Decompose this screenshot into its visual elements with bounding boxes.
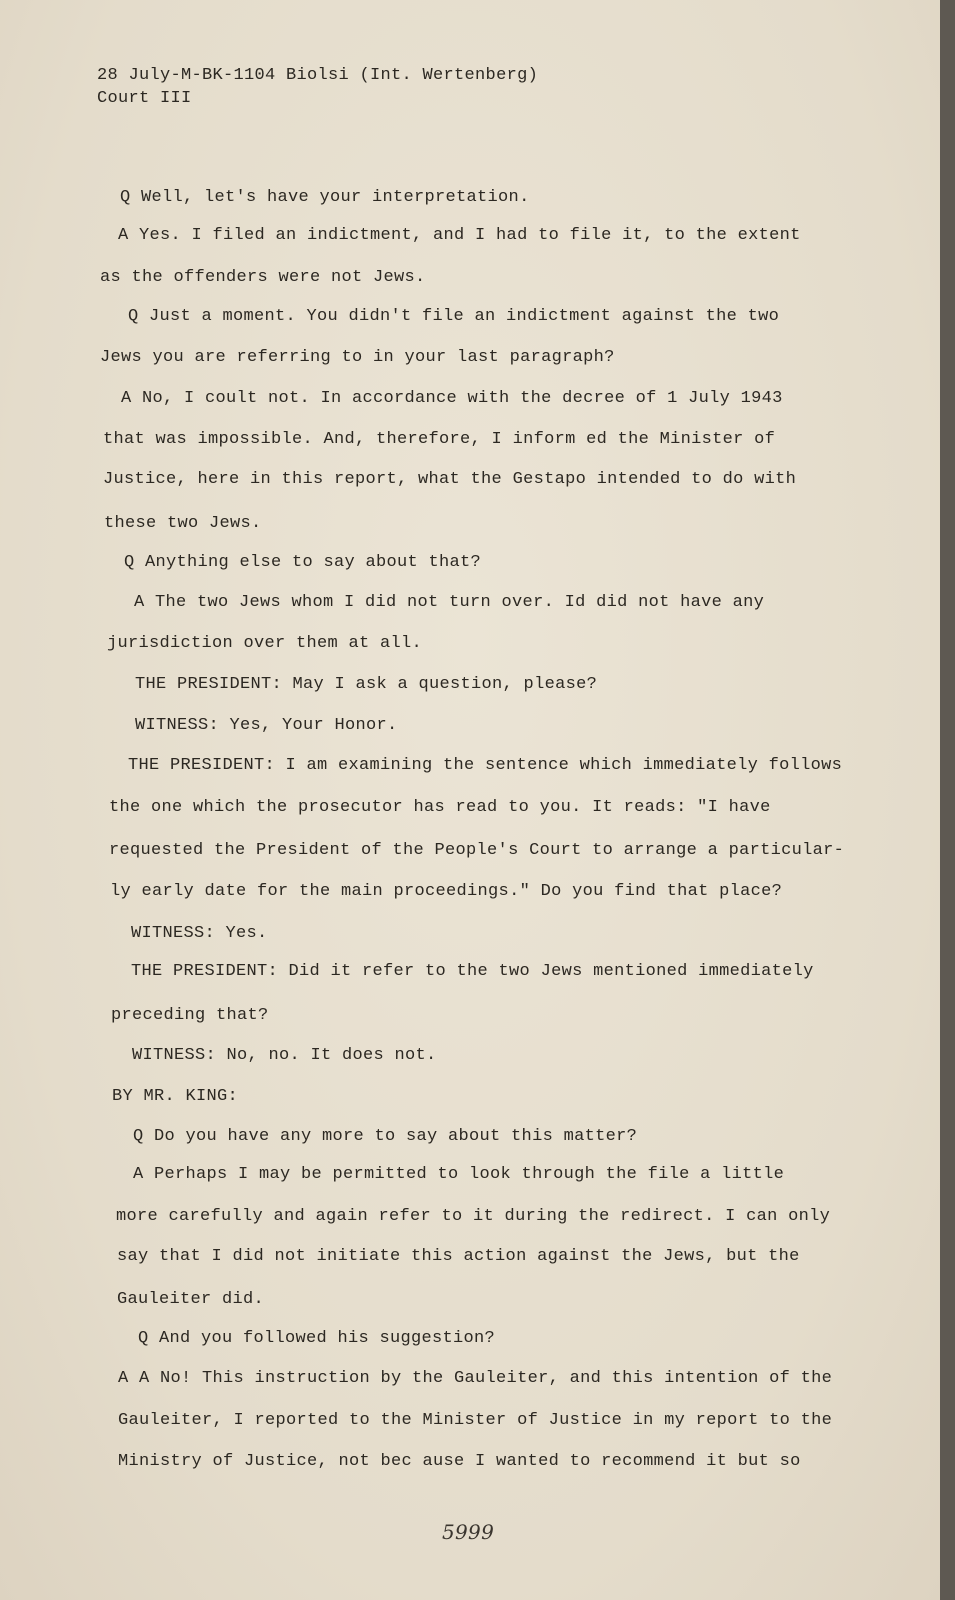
transcript-line: Q Just a moment. You didn't file an indictment against the two: [128, 307, 780, 326]
transcript-line: Q Do you have any more to say about this matter?: [133, 1127, 638, 1146]
transcript-line: Gauleiter did.: [117, 1290, 265, 1309]
page-edge: [940, 0, 955, 1600]
transcript-line: Ministry of Justice, not bec ause I wanted to recommend it but so: [118, 1452, 801, 1471]
transcript-line: THE PRESIDENT: Did it refer to the two Jews mentioned immediately: [131, 962, 814, 981]
transcript-line: A The two Jews whom I did not turn over. Id did not have any: [134, 593, 765, 612]
transcript-line: THE PRESIDENT: May I ask a question, please?: [135, 675, 598, 694]
transcript-line: A No, I coult not. In accordance with the decree of 1 July 1943: [121, 389, 783, 408]
transcript-line: A Perhaps I may be permitted to look through the file a little: [133, 1165, 785, 1184]
transcript-line: the one which the prosecutor has read to you. It reads: "I have: [109, 798, 771, 817]
transcript-line: requested the President of the People's Court to arrange a particular-: [109, 841, 845, 860]
transcript-line: that was impossible. And, therefore, I inform ed the Minister of: [103, 430, 776, 449]
transcript-line: WITNESS: Yes, Your Honor.: [135, 716, 398, 735]
transcript-line: these two Jews.: [104, 514, 262, 533]
transcript-line: A A No! This instruction by the Gauleiter, and this intention of the: [118, 1369, 833, 1388]
transcript-line: Q Anything else to say about that?: [124, 553, 482, 572]
transcript-line: jurisdiction over them at all.: [107, 634, 423, 653]
transcript-line: more carefully and again refer to it during the redirect. I can only: [116, 1207, 831, 1226]
transcript-line: Gauleiter, I reported to the Minister of Justice in my report to the: [118, 1411, 833, 1430]
transcript-line: preceding that?: [111, 1006, 269, 1025]
transcript-line: WITNESS: Yes.: [131, 924, 268, 943]
transcript-line: ly early date for the main proceedings." Do you find that place?: [110, 882, 783, 901]
page-number: 5999: [442, 1520, 495, 1544]
header-line-1: 28 July-M-BK-1104 Biolsi (Int. Wertenberg): [97, 66, 539, 85]
transcript-line: WITNESS: No, no. It does not.: [132, 1046, 437, 1065]
transcript-line: THE PRESIDENT: I am examining the sentence which immediately follows: [128, 756, 843, 775]
transcript-line: Q And you followed his suggestion?: [138, 1329, 496, 1348]
transcript-line: Jews you are referring to in your last paragraph?: [100, 348, 615, 367]
transcript-line: Q Well, let's have your interpretation.: [120, 188, 530, 207]
transcript-line: BY MR. KING:: [112, 1087, 239, 1106]
transcript-line: as the offenders were not Jews.: [100, 268, 426, 287]
transcript-line: say that I did not initiate this action against the Jews, but the: [117, 1247, 800, 1266]
header-line-2: Court III: [97, 89, 192, 108]
transcript-line: A Yes. I filed an indictment, and I had to file it, to the extent: [118, 226, 801, 245]
transcript-line: Justice, here in this report, what the Gestapo intended to do with: [103, 470, 797, 489]
